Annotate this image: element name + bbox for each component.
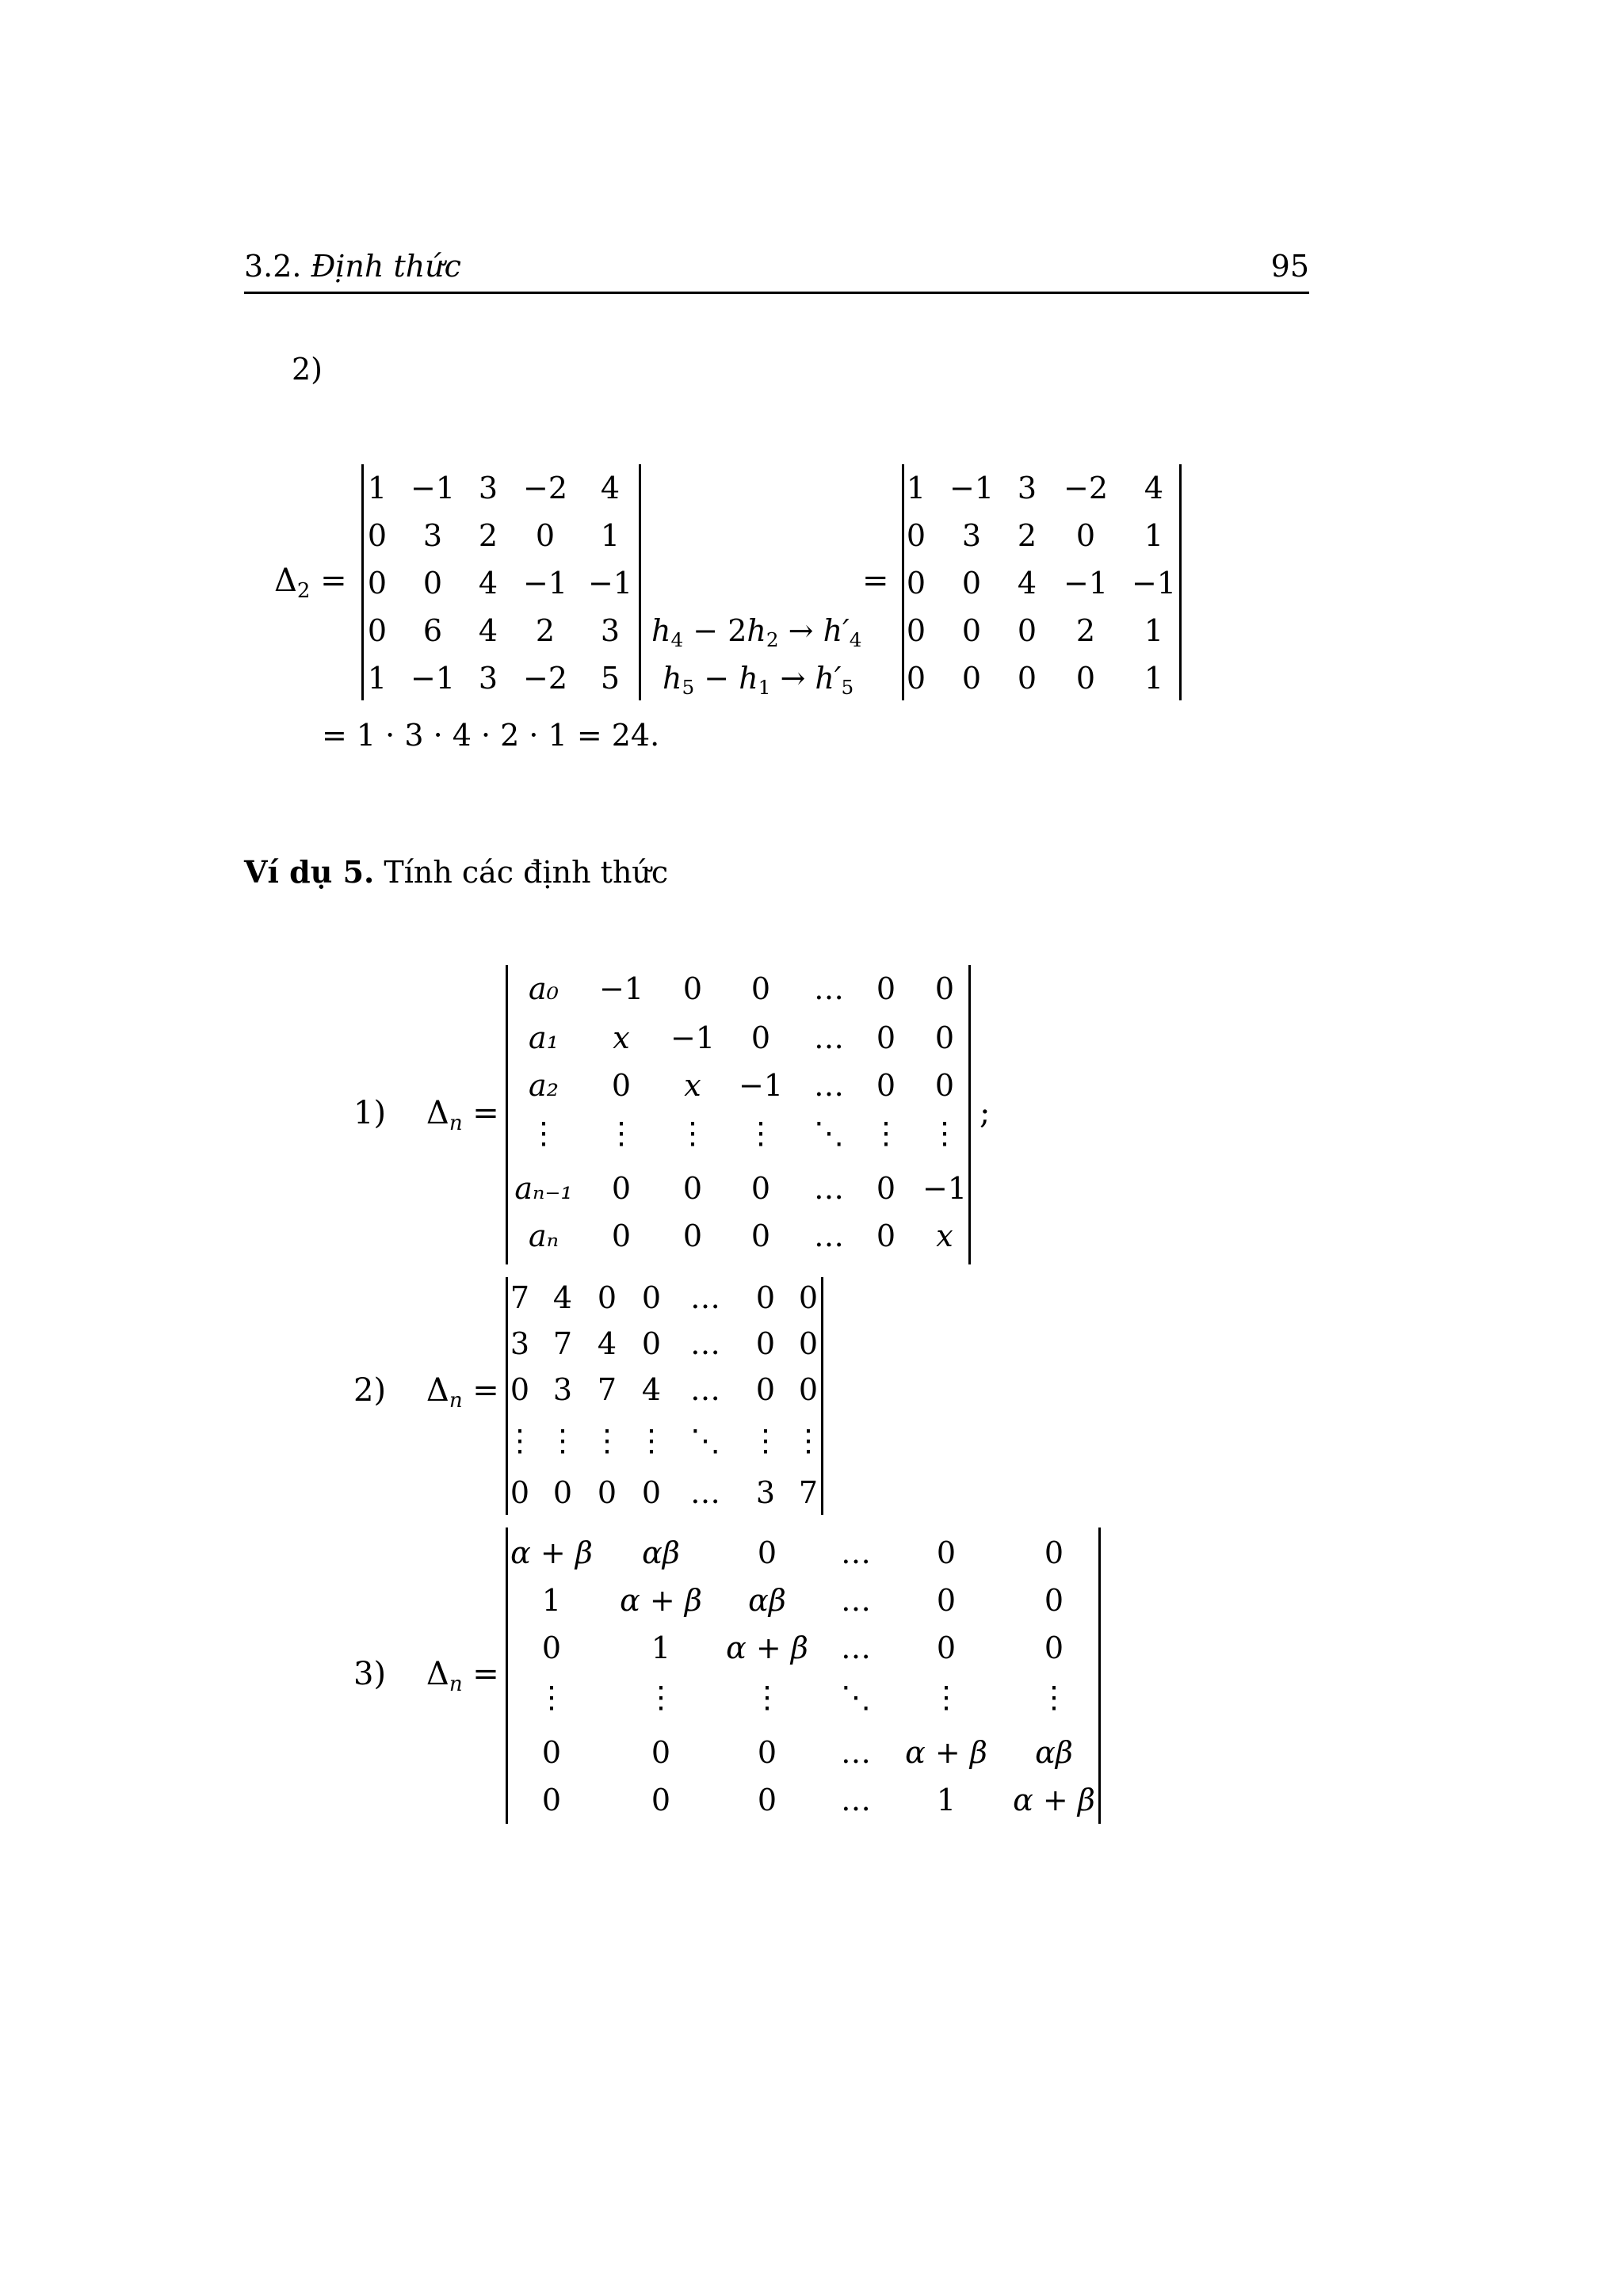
matrix-cell: ⋮ <box>606 1116 636 1150</box>
matrix-cell: −1 <box>949 471 995 505</box>
matrix-cell: ⋮ <box>678 1116 708 1150</box>
matrix-cell: 0 <box>541 1783 562 1817</box>
matrix-cell: 2 <box>1075 613 1096 648</box>
matrix-cell: … <box>814 1171 844 1206</box>
matrix-cell: … <box>690 1372 720 1407</box>
matrix-cell: a₁ <box>529 1020 559 1055</box>
matrix-cell: ⋮ <box>537 1680 567 1714</box>
matrix-cell: 1 <box>906 471 926 505</box>
matrix-cell: ⋱ <box>814 1116 844 1150</box>
matrix-cell: 0 <box>651 1783 671 1817</box>
matrix-cell: 7 <box>552 1326 573 1361</box>
matrix-cell: 0 <box>1017 613 1037 648</box>
matrix-cell: ⋮ <box>750 1423 781 1458</box>
matrix-cell: 0 <box>682 1171 703 1206</box>
matrix-cell: −2 <box>522 661 568 696</box>
matrix-cell: ⋮ <box>930 1116 960 1150</box>
matrix-cell: 0 <box>422 566 443 601</box>
matrix-cell: 0 <box>597 1280 617 1315</box>
matrix-cell: 0 <box>611 1171 632 1206</box>
determinant-bar <box>902 464 904 700</box>
section-number: 3.2. <box>244 249 302 284</box>
row-operation-1: $h_4 - 2h_2 \to h'_4$ <box>651 612 862 652</box>
matrix-cell: 3 <box>478 661 498 696</box>
matrix-cell: 1 <box>367 661 388 696</box>
matrix-cell: −1 <box>587 566 633 601</box>
matrix-cell: 0 <box>906 518 926 553</box>
matrix-cell: 0 <box>906 613 926 648</box>
matrix-cell: αβ <box>642 1535 680 1570</box>
matrix-cell: α + β <box>620 1583 702 1618</box>
matrix-cell: ⋮ <box>505 1423 535 1458</box>
matrix-cell: 0 <box>876 1171 896 1206</box>
matrix-cell: 2 <box>478 518 498 553</box>
matrix-cell: 1 <box>936 1783 957 1817</box>
example-text: Tính các định thức <box>384 855 669 890</box>
matrix-cell: 0 <box>961 661 982 696</box>
matrix-cell: 1 <box>1144 661 1164 696</box>
determinant-bar <box>506 965 508 1264</box>
matrix-cell: 0 <box>367 566 388 601</box>
matrix-cell: 0 <box>541 1630 562 1665</box>
matrix-cell: 0 <box>750 1171 771 1206</box>
matrix-cell: 0 <box>755 1280 776 1315</box>
header-rule <box>244 292 1309 294</box>
row-operation-2: $h_5 - h_1 \to h'_5$ <box>663 660 854 700</box>
matrix-cell: −1 <box>670 1020 716 1055</box>
matrix-cell: 3 <box>961 518 982 553</box>
matrix-cell: 0 <box>934 1020 955 1055</box>
matrix-cell: aₙ₋₁ <box>514 1171 573 1206</box>
matrix-cell: 3 <box>600 613 621 648</box>
matrix-cell: 4 <box>597 1326 617 1361</box>
matrix-cell: 0 <box>641 1475 662 1510</box>
matrix-cell: 0 <box>961 613 982 648</box>
matrix-cell: α + β <box>905 1735 987 1770</box>
matrix-cell: … <box>841 1783 871 1817</box>
matrix-cell: 0 <box>757 1535 777 1570</box>
matrix-cell: 4 <box>1017 566 1037 601</box>
running-header <box>244 249 461 284</box>
matrix-cell: −2 <box>1063 471 1109 505</box>
matrix-cell: 0 <box>876 1020 896 1055</box>
matrix-cell: 4 <box>478 613 498 648</box>
matrix-cell: 0 <box>1075 661 1096 696</box>
matrix-cell: 4 <box>1144 471 1164 505</box>
matrix-cell: 7 <box>597 1372 617 1407</box>
matrix-cell: 0 <box>1044 1535 1064 1570</box>
matrix-cell: 0 <box>798 1372 819 1407</box>
matrix-cell: 0 <box>934 971 955 1006</box>
matrix-cell: 4 <box>641 1372 662 1407</box>
matrix-cell: 0 <box>755 1372 776 1407</box>
determinant-bar <box>506 1277 508 1515</box>
matrix-cell: 0 <box>541 1735 562 1770</box>
matrix-cell: 0 <box>757 1735 777 1770</box>
matrix-cell: ⋮ <box>793 1423 823 1458</box>
determinant-bar <box>361 464 364 700</box>
matrix-cell: αβ <box>1035 1735 1073 1770</box>
matrix-cell: 6 <box>422 613 443 648</box>
matrix-cell: 0 <box>611 1219 632 1253</box>
matrix-cell: −1 <box>738 1068 784 1103</box>
matrix-cell: 0 <box>798 1280 819 1315</box>
matrix-cell: −1 <box>1063 566 1109 601</box>
matrix-cell: 0 <box>755 1326 776 1361</box>
part-label: 2) <box>292 352 323 387</box>
matrix-cell: 0 <box>750 1020 771 1055</box>
matrix-cell: 0 <box>798 1326 819 1361</box>
matrix-cell: 0 <box>1017 661 1037 696</box>
section-title: Định thức <box>311 249 461 284</box>
matrix-cell: −1 <box>1131 566 1177 601</box>
matrix-cell: … <box>690 1280 720 1315</box>
problem-3-label: 3) $\Delta_n$ = <box>353 1656 499 1696</box>
matrix-cell: 1 <box>367 471 388 505</box>
matrix-cell: 0 <box>510 1475 530 1510</box>
matrix-cell: 0 <box>552 1475 573 1510</box>
matrix-cell: αβ <box>748 1583 786 1618</box>
matrix-cell: 0 <box>757 1783 777 1817</box>
matrix-cell: 7 <box>510 1280 530 1315</box>
matrix-cell: 0 <box>367 613 388 648</box>
matrix-cell: ⋱ <box>841 1680 871 1714</box>
matrix-cell: ⋱ <box>690 1423 720 1458</box>
determinant-bar <box>1098 1527 1101 1824</box>
matrix-cell: 0 <box>876 971 896 1006</box>
matrix-cell: ⋮ <box>548 1423 578 1458</box>
matrix-cell: −1 <box>922 1171 968 1206</box>
matrix-cell: 0 <box>934 1068 955 1103</box>
matrix-cell: 3 <box>755 1475 776 1510</box>
matrix-cell: … <box>814 1020 844 1055</box>
matrix-cell: −1 <box>410 471 456 505</box>
matrix-cell: ⋮ <box>636 1423 666 1458</box>
matrix-cell: α + β <box>510 1535 593 1570</box>
matrix-cell: 1 <box>1144 613 1164 648</box>
matrix-cell: −2 <box>522 471 568 505</box>
matrix-cell: … <box>841 1735 871 1770</box>
matrix-cell: 2 <box>1017 518 1037 553</box>
matrix-cell: … <box>690 1326 720 1361</box>
matrix-cell: 1 <box>1144 518 1164 553</box>
matrix-cell: 0 <box>1075 518 1096 553</box>
matrix-cell: aₙ <box>528 1219 559 1253</box>
determinant-bar <box>968 965 971 1264</box>
matrix-cell: ⋮ <box>1039 1680 1069 1714</box>
matrix-cell: … <box>814 1068 844 1103</box>
matrix-cell: 3 <box>422 518 443 553</box>
matrix-cell: 3 <box>478 471 498 505</box>
matrix-cell: α + β <box>1013 1783 1095 1817</box>
matrix-cell: 0 <box>611 1068 632 1103</box>
matrix-cell: −1 <box>522 566 568 601</box>
matrix-cell: a₀ <box>529 971 559 1006</box>
determinant-bar <box>506 1527 508 1824</box>
matrix-cell: 0 <box>750 971 771 1006</box>
determinant-bar <box>1179 464 1182 700</box>
matrix-cell: x <box>936 1219 953 1253</box>
matrix-cell: 1 <box>651 1630 671 1665</box>
matrix-cell: x <box>684 1068 701 1103</box>
matrix-cell: a₂ <box>529 1068 559 1103</box>
matrix-cell: 4 <box>478 566 498 601</box>
problem-2-label: 2) $\Delta_n$ = <box>353 1372 499 1413</box>
matrix-cell: 4 <box>600 471 621 505</box>
matrix-cell: 0 <box>682 971 703 1006</box>
example-heading <box>244 854 668 890</box>
matrix-cell: −1 <box>410 661 456 696</box>
matrix-cell: x <box>613 1020 630 1055</box>
matrix-cell: 0 <box>876 1068 896 1103</box>
problem-1-label: 1) $\Delta_n$ = <box>353 1095 499 1135</box>
matrix-cell: 0 <box>936 1630 957 1665</box>
determinant-bar <box>639 464 641 700</box>
matrix-cell: 7 <box>798 1475 819 1510</box>
matrix-cell: 3 <box>1017 471 1037 505</box>
matrix-cell: 0 <box>936 1583 957 1618</box>
matrix-cell: ⋮ <box>646 1680 676 1714</box>
matrix-cell: 3 <box>510 1326 530 1361</box>
problem-1-semicolon: ; <box>980 1095 991 1131</box>
matrix-cell: α + β <box>726 1630 808 1665</box>
matrix-cell: 3 <box>552 1372 573 1407</box>
page-number: 95 <box>1270 249 1309 284</box>
matrix-cell: 2 <box>535 613 556 648</box>
matrix-cell: 0 <box>641 1326 662 1361</box>
result-line: = 1 · 3 · 4 · 2 · 1 = 24. <box>322 718 660 753</box>
matrix-cell: … <box>841 1630 871 1665</box>
determinant-bar <box>821 1277 823 1515</box>
matrix-cell: 1 <box>600 518 621 553</box>
matrix-cell: ⋮ <box>746 1116 776 1150</box>
matrix-cell: 0 <box>367 518 388 553</box>
matrix-cell: 0 <box>906 661 926 696</box>
matrix-cell: 0 <box>876 1219 896 1253</box>
matrix-cell: 0 <box>510 1372 530 1407</box>
matrix-cell: 0 <box>961 566 982 601</box>
matrix-cell: 0 <box>750 1219 771 1253</box>
matrix-cell: 0 <box>535 518 556 553</box>
matrix-cell: … <box>841 1583 871 1618</box>
matrix-cell: … <box>841 1535 871 1570</box>
matrix-cell: 0 <box>651 1735 671 1770</box>
matrix-cell: 0 <box>906 566 926 601</box>
matrix-cell: 0 <box>1044 1630 1064 1665</box>
matrix-cell: … <box>690 1475 720 1510</box>
equals-sign: = <box>862 563 889 599</box>
matrix-cell: ⋮ <box>592 1423 622 1458</box>
matrix-cell: 5 <box>600 661 621 696</box>
matrix-cell: ⋮ <box>931 1680 961 1714</box>
matrix-cell: 1 <box>541 1583 562 1618</box>
matrix-cell: ⋮ <box>752 1680 782 1714</box>
matrix-cell: 0 <box>1044 1583 1064 1618</box>
delta-2-lhs: $\Delta_2$ = <box>274 563 347 603</box>
example-label: Ví dụ 5. <box>244 854 375 890</box>
matrix-cell: 0 <box>641 1280 662 1315</box>
matrix-cell: ⋮ <box>529 1116 559 1150</box>
matrix-cell: … <box>814 1219 844 1253</box>
matrix-cell: 4 <box>552 1280 573 1315</box>
matrix-cell: −1 <box>598 971 644 1006</box>
matrix-cell: 0 <box>597 1475 617 1510</box>
matrix-cell: 0 <box>936 1535 957 1570</box>
matrix-cell: 0 <box>682 1219 703 1253</box>
matrix-cell: ⋮ <box>871 1116 901 1150</box>
matrix-cell: … <box>814 971 844 1006</box>
